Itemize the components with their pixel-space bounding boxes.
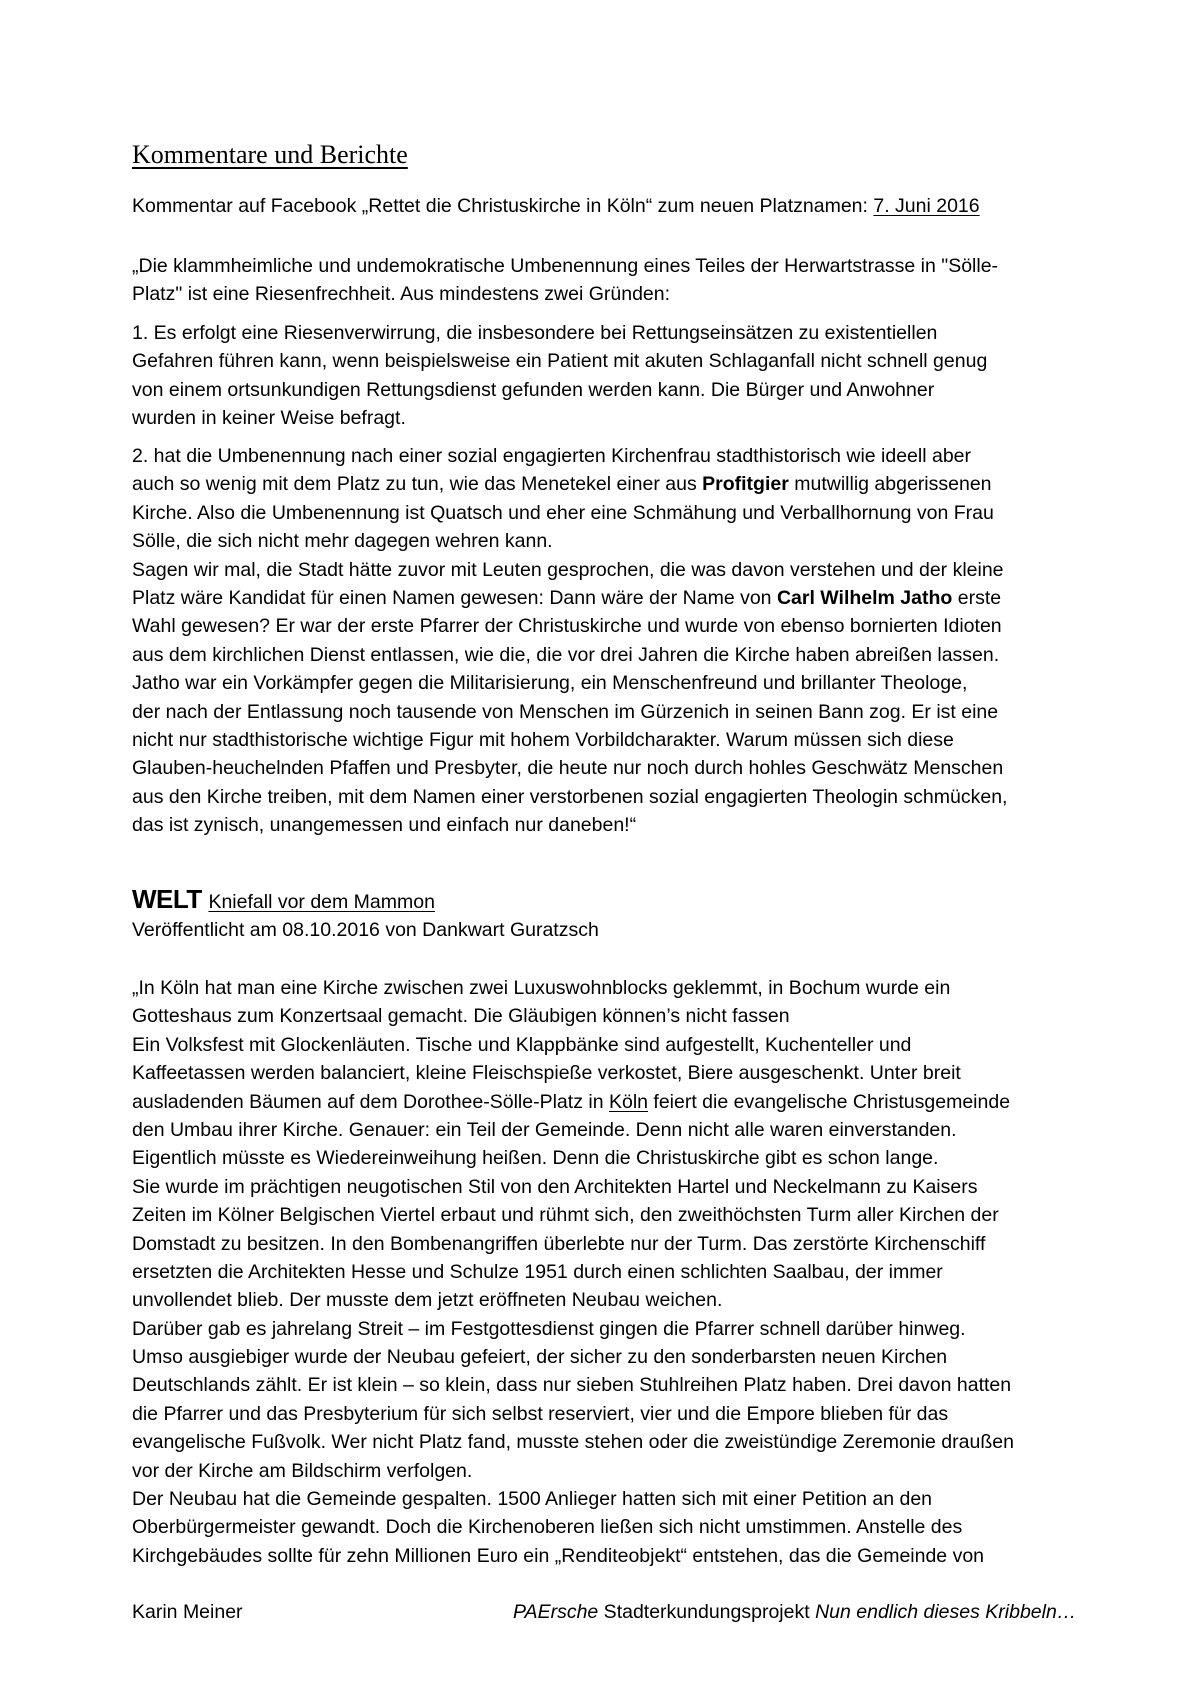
- text-segment: die Pfarrer und das Presbyterium für sich selbst reserviert, vier und die Empore blieben für das: [132, 1402, 949, 1425]
- text-segment: evangelische Fußvolk. Wer nicht Platz fand, musste stehen oder die zweistündige Zeremonie draußen: [132, 1431, 1014, 1454]
- text-line: [132, 442, 1007, 470]
- text-line: [132, 347, 987, 375]
- text-segment: unvollendet blieb. Der musste dem jetzt eröffneten Neubau weichen.: [132, 1289, 723, 1312]
- text-segment: Eigentlich müsste es Wiedereinweihung heißen. Denn die Christuskirche gibt es schon lange.: [132, 1147, 939, 1170]
- text-segment: ausladenden Bäumen auf dem Dorothee-Sölle-Platz in: [132, 1090, 609, 1113]
- text-line: [132, 376, 987, 404]
- text-line: [132, 1343, 1014, 1371]
- text-segment: mutwillig abgerissenen: [788, 473, 992, 496]
- text-line: [132, 1428, 1014, 1456]
- text-line: [132, 1173, 1014, 1201]
- text-segment: nicht nur stadthistorische wichtige Figur mit hohem Vorbildcharakter. Warum müssen sich diese: [132, 728, 954, 751]
- text-line: [132, 499, 1007, 527]
- text-segment: Darüber gab es jahrelang Streit – im Festgottesdienst gingen die Pfarrer schnell darüber hinweg.: [132, 1317, 966, 1340]
- text-segment: Platz wäre Kandidat für einen Namen gewesen: Dann wäre der Name von: [132, 586, 777, 609]
- welt-logo: WELT: [132, 884, 209, 914]
- text-segment: Glauben-heuchelnden Pfaffen und Presbyter, die heute nur noch durch hohles Geschwätz Menschen: [132, 757, 1004, 780]
- welt-article-heading: [132, 882, 435, 916]
- text-segment: den Umbau ihrer Kirche. Genauer: ein Teil der Gemeinde. Denn nicht alle waren einverstanden.: [132, 1118, 957, 1141]
- text-line: [132, 811, 1007, 839]
- text-segment: Jatho war ein Vorkämpfer gegen die Militarisierung, ein Menschenfreund und brillanter Theologe,: [132, 672, 968, 695]
- footer-author: Karin Meiner: [132, 1601, 243, 1623]
- text-segment: aus den Kirche treiben, mit dem Namen einer verstorbenen sozial engagierten Theologin schmücken,: [132, 785, 1008, 808]
- text-segment: aus dem kirchlichen Dienst entlassen, wie die, die vor drei Jahren die Kirche haben abreißen lassen.: [132, 643, 1000, 666]
- date-link: 7. Juni 2016: [873, 195, 980, 217]
- text-line: [132, 1201, 1014, 1229]
- text-line: [132, 1059, 1014, 1087]
- page-footer: [132, 1598, 1077, 1626]
- text-segment: „In Köln hat man eine Kirche zwischen zwei Luxuswohnblocks geklemmt, in Bochum wurde ein: [132, 977, 951, 999]
- text-line: [132, 192, 980, 220]
- text-segment: erste: [952, 586, 1002, 609]
- text-segment: der nach der Entlassung noch tausende von Menschen im Gürzenich in seinen Bann zog. Er ist eine: [132, 700, 999, 723]
- text-line: [132, 1286, 1014, 1314]
- text-line: [132, 1371, 1014, 1399]
- paragraph-point-1: [132, 319, 987, 433]
- text-line: [132, 1400, 1014, 1428]
- text-line: [132, 1002, 1014, 1030]
- text-line: [132, 527, 1007, 555]
- welt-article-byline: [132, 916, 599, 944]
- paragraph-welt-article: [132, 974, 1014, 1570]
- text-line: [132, 556, 1007, 584]
- text-segment: Deutschlands zählt. Er ist klein – so klein, dass nur sieben Stuhlreihen Platz haben. Drei davon hatten: [132, 1374, 1012, 1397]
- text-segment: Oberbürgermeister gewandt. Doch die Kirchenoberen ließen sich nicht umstimmen. Anstelle des: [132, 1516, 963, 1539]
- text-segment: Sie wurde im prächtigen neugotischen Stil von den Architekten Hartel und Neckelmann zu Kaisers: [132, 1175, 978, 1198]
- text-segment: Profitgier: [702, 473, 789, 496]
- text-segment: ersetzten die Architekten Hesse und Schulze 1951 durch einen schlichten Saalbau, der immer: [132, 1260, 943, 1283]
- footer-project: [513, 1598, 1076, 1626]
- page-title: [132, 138, 408, 171]
- text-line: [132, 1144, 1014, 1172]
- text-segment: 2. hat die Umbenennung nach einer sozial engagierten Kirchenfrau stadthistorisch wie ideell aber: [132, 445, 972, 467]
- paragraph-point-2: [132, 442, 1007, 839]
- text-segment: 1. Es erfolgt eine Riesenverwirrung, die insbesondere bei Rettungseinsätzen zu existentiellen: [132, 322, 938, 344]
- koeln-link: Köln: [608, 1090, 648, 1113]
- text-segment: das ist zynisch, unangemessen und einfach nur daneben!“: [132, 814, 637, 837]
- text-line: [132, 1088, 1014, 1116]
- text-line: [132, 754, 1007, 782]
- text-line: [132, 1258, 1014, 1286]
- text-segment: Kommentar auf Facebook „Rettet die Christuskirche in Köln“ zum neuen Platznamen:: [132, 195, 874, 217]
- page-title-text: Kommentare und Berichte: [132, 140, 408, 169]
- text-segment: Gefahren führen kann, wenn beispielsweise ein Patient mit akuten Schlaganfall nicht schnell genug: [132, 350, 988, 373]
- text-segment: „Die klammheimliche und undemokratische Umbenennung eines Teiles der Herwartstrasse in "Sölle-: [132, 255, 999, 277]
- text-line: [132, 1230, 1014, 1258]
- text-line: [132, 1315, 1014, 1343]
- text-segment: Carl Wilhelm Jatho: [776, 586, 953, 609]
- article-title: Kniefall vor dem Mammon: [208, 891, 435, 913]
- text-line: [132, 584, 1007, 612]
- text-segment: Gotteshaus zum Konzertsaal gemacht. Die Gläubigen können’s nicht fassen: [132, 1005, 790, 1028]
- text-segment: Veröffentlicht am 08.10.2016 von Dankwart Guratzsch: [132, 919, 599, 941]
- text-line: [132, 669, 1007, 697]
- text-segment: Sölle, die sich nicht mehr dagegen wehren kann.: [132, 530, 553, 553]
- text-segment: Kirche. Also die Umbenennung ist Quatsch und eher eine Schmähung und Verballhornung von Frau: [132, 501, 994, 524]
- text-line: [132, 783, 1007, 811]
- text-line: [132, 1513, 1014, 1541]
- text-segment: Ein Volksfest mit Glockenläuten. Tische und Klappbänke sind aufgestellt, Kuchenteller und: [132, 1033, 912, 1056]
- text-line: [132, 470, 1007, 498]
- text-segment: Wahl gewesen? Er war der erste Pfarrer der Christuskirche und wurde von ebenso bornierten Idioten: [132, 615, 1002, 638]
- text-segment: Sagen wir mal, die Stadt hätte zuvor mit Leuten gesprochen, die was davon verstehen und der kleine: [132, 558, 1004, 581]
- text-segment: Kaffeetassen werden balanciert, kleine Fleischspieße verkostet, Biere ausgeschenkt. Unter breit: [132, 1062, 961, 1085]
- text-line: [132, 280, 998, 308]
- text-line: [132, 641, 1007, 669]
- text-segment: Umso ausgiebiger wurde der Neubau gefeiert, der sicher zu den sonderbarsten neuen Kirchen: [132, 1346, 948, 1369]
- text-segment: von einem ortsunkundigen Rettungsdienst gefunden werden kann. Die Bürger und Anwohner: [132, 378, 935, 401]
- project-name: PAErsche: [513, 1601, 599, 1623]
- text-line: [132, 319, 987, 347]
- paragraph-facebook-comment: [132, 192, 980, 220]
- text-segment: wurden in keiner Weise befragt.: [132, 407, 406, 430]
- text-segment: auch so wenig mit dem Platz zu tun, wie das Menetekel einer aus: [132, 473, 703, 496]
- text-line: [132, 1542, 1014, 1570]
- paragraph-intro: [132, 252, 998, 309]
- text-line: [132, 698, 1007, 726]
- text-line: [132, 1457, 1014, 1485]
- text-line: [132, 726, 1007, 754]
- text-line: [513, 1598, 1076, 1626]
- text-segment: Stadterkundungsprojekt: [598, 1601, 816, 1623]
- text-segment: Der Neubau hat die Gemeinde gespalten. 1500 Anlieger hatten sich mit einer Petition an den: [132, 1488, 933, 1511]
- text-line: [132, 404, 987, 432]
- text-line: [132, 612, 1007, 640]
- project-subtitle: Nun endlich dieses Kribbeln…: [815, 1601, 1077, 1623]
- text-segment: Kirchgebäudes sollte für zehn Millionen Euro ein „Renditeobjekt“ entstehen, das die Gemeinde von: [132, 1544, 985, 1567]
- text-segment: Platz" ist eine Riesenfrechheit. Aus mindestens zwei Gründen:: [132, 283, 671, 306]
- text-segment: Domstadt zu besitzen. In den Bombenangriffen überlebte nur der Turm. Das zerstörte Kirchenschiff: [132, 1232, 986, 1255]
- text-line: [132, 1116, 1014, 1144]
- text-line: [132, 1485, 1014, 1513]
- text-line: [132, 916, 599, 944]
- text-segment: vor der Kirche am Bildschirm verfolgen.: [132, 1459, 473, 1482]
- text-line: [132, 252, 998, 280]
- text-line: [132, 1031, 1014, 1059]
- text-segment: Zeiten im Kölner Belgischen Viertel erbaut und rühmt sich, den zweithöchsten Turm aller Kirchen der: [132, 1204, 999, 1227]
- text-segment: feiert die evangelische Christusgemeinde: [648, 1090, 1011, 1113]
- text-line: [132, 882, 435, 916]
- text-line: [132, 974, 1014, 1002]
